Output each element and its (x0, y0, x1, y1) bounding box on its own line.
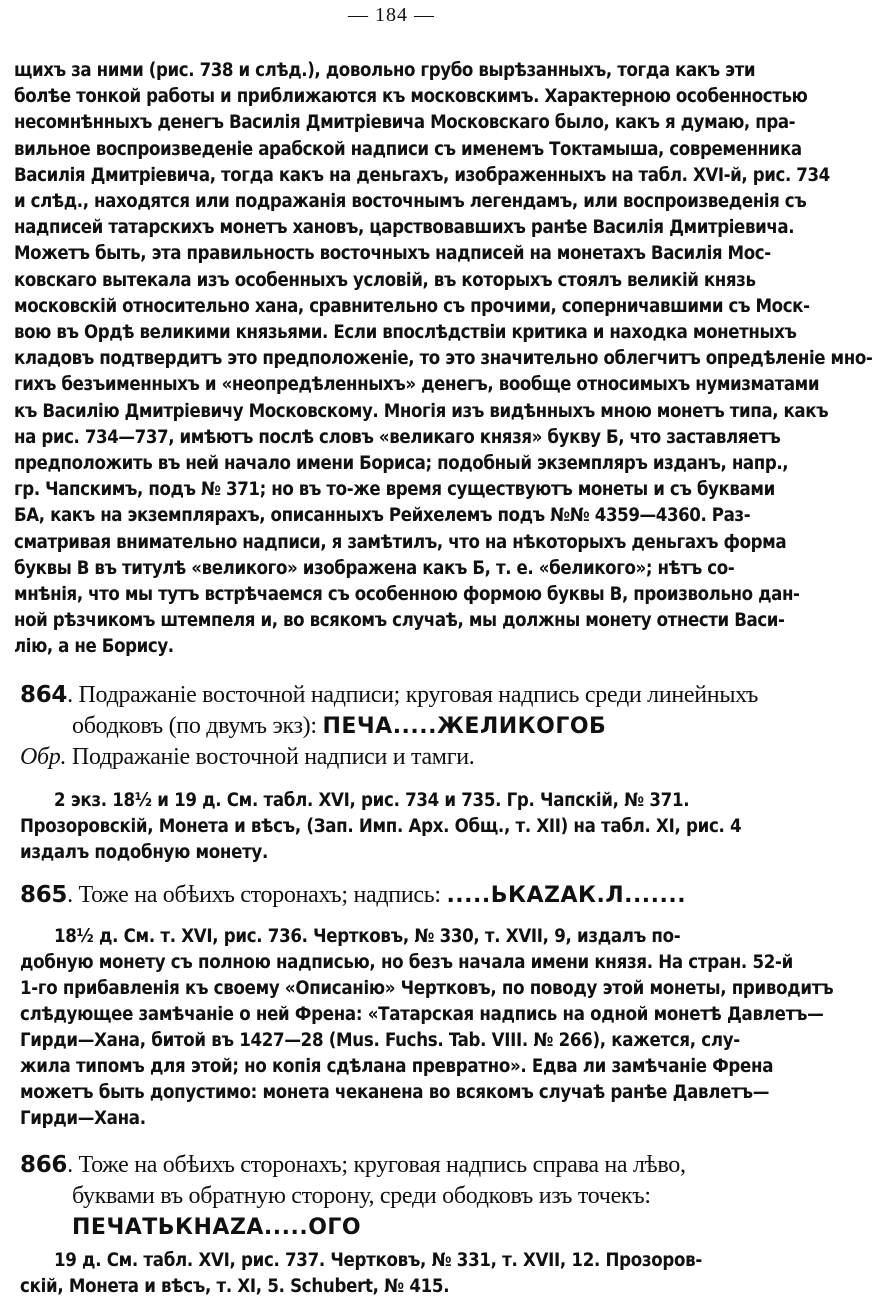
entry-866-heading (20, 1150, 770, 1243)
entry-864-note (20, 788, 772, 866)
text-line: и слѣд., находятся или подражанія восточнымъ легендамъ, или воспроизведенія съ (14, 191, 807, 213)
entry-865-inscription: .....ЬКАZАК.Л....... (446, 883, 687, 908)
entry-865-line1: . Тоже на обѣихъ сторонахъ; надпись: (67, 882, 441, 908)
text-line: Гирди—Хана, битой въ 1427—28 (Mus. Fuchs. Tab. VIII. № 266), кажется, слу- (20, 1030, 740, 1051)
entry-866-line2: буквами въ обратную сторону, среди ободковъ изъ точекъ: (72, 1183, 651, 1209)
text-line: мнѣнія, что мы тутъ встрѣчаемся съ особенною формою буквы В, произвольно дан- (14, 584, 800, 606)
text-line: надписей татарскихъ монетъ хановъ, царствовавшихъ ранѣе Василія Дмитріевича. (14, 217, 795, 239)
text-line: къ Василію Дмитріевичу Московскому. Многія изъ видѣнныхъ мною монетъ типа, какъ (14, 400, 829, 422)
text-line: слѣдующее замѣчаніе о ней Френа: «Татарская надпись на одной монетѣ Давлетъ— (20, 1004, 824, 1025)
text-line: гихъ безъименныхъ и «неопредѣленныхъ» денегъ, вообще относимыхъ нумизматами (14, 374, 820, 396)
entry-865-heading (20, 880, 770, 911)
text-line: издалъ подобную монету. (20, 842, 269, 863)
text-line: московскій относительно хана, сравнительно съ прочими, соперничавшими съ Моск- (14, 295, 810, 317)
text-line: жила типомъ для этой; но копія сдѣлана превратно». Едва ли замѣчаніе Френа (20, 1056, 774, 1077)
text-line: Василія Дмитріевича, тогда какъ на деньгахъ, изображенныхъ на табл. XVI-й, рис. 734 (14, 164, 830, 186)
entry-864-inscription: ПЕЧА.....ЖЕЛИКОГОБ (322, 714, 607, 739)
text-line: 2 экз. 18½ и 19 д. См. табл. XVI, рис. 734 и 735. Гр. Чапскій, № 371. (54, 790, 690, 811)
entry-866-inscription: ПЕЧАТЬКНАZА.....ОГО (72, 1215, 362, 1240)
text-line: 19 д. См. табл. XVI, рис. 737. Чертковъ, № 331, т. XVII, 12. Прозоров- (54, 1250, 702, 1271)
page-number: — 184 — (348, 4, 435, 26)
intro-paragraph (14, 58, 872, 661)
obverse-text: Подражаніе восточной надписи и тамги. (71, 744, 475, 770)
text-line: болѣе тонкой работы и приближаются къ московскимъ. Характерною особенностью (14, 86, 808, 108)
text-line: на рис. 734—737, имѣютъ послѣ словъ «великаго князя» букву Б, что заставляетъ (14, 426, 781, 448)
text-line: 18½ д. См. т. XVI, рис. 736. Чертковъ, № 330, т. XVII, 9, издалъ по- (54, 926, 681, 947)
text-line: добную монету съ полною надписью, но безъ начала имени князя. На стран. 52-й (20, 952, 793, 973)
obverse-label: Обр. (20, 744, 67, 770)
text-line: скій, Монета и вѣсъ, т. XI, 5. Schubert, № 415. (20, 1276, 450, 1297)
text-line: гр. Чапскимъ, подъ № 371; но въ то-же время существуютъ монеты и съ буквами (14, 479, 775, 501)
text-line: предположить въ ней начало имени Бориса; подобный экземпляръ изданъ, напр., (14, 453, 789, 475)
text-line: ковскаго вытекала изъ особенныхъ условій, въ которыхъ стоялъ великій князь (14, 269, 756, 291)
text-line: несомнѣнныхъ денегъ Василія Дмитріевича Московскаго было, какъ я думаю, пра- (14, 112, 796, 134)
entry-number: 864 (20, 682, 68, 708)
text-line: можетъ быть допустимо: монета чеканена во всякомъ случаѣ ранѣе Давлетъ— (20, 1082, 770, 1103)
text-line: БА, какъ на экземплярахъ, описанныхъ Рейхелемъ подъ №№ 4359—4360. Раз- (14, 505, 751, 527)
text-line: ной рѣзчикомъ штемпеля и, во всякомъ случаѣ, мы должны монету отнести Васи- (14, 610, 785, 632)
entry-number: 865 (20, 882, 68, 908)
text-line: Гирди—Хана. (20, 1108, 146, 1129)
text-line: вильное воспроизведеніе арабской надписи съ именемъ Токтамыша, современника (14, 138, 802, 160)
entry-864-heading (20, 680, 770, 773)
text-line: Можетъ быть, эта правильность восточныхъ надписей на монетахъ Василія Мос- (14, 243, 771, 265)
text-line: Прозоровскій, Монета и вѣсъ, (Зап. Имп. Арх. Общ., т. XII) на табл. XI, рис. 4 (20, 816, 742, 837)
entry-number: 866 (20, 1152, 68, 1178)
text-line: лію, а не Борису. (14, 636, 174, 658)
text-line: буквы В въ титулѣ «великого» изображена какъ Б, т. е. «беликого»; нѣтъ со- (14, 557, 735, 579)
text-line: вою въ Ордѣ великими князьями. Если впослѣдствіи критика и находка монетныхъ (14, 322, 797, 344)
text-line: 1-го прибавленія къ своему «Описанію» Чертковъ, по поводу этой монеты, приводитъ (20, 978, 834, 999)
entry-864-line2: ободковъ (по двумъ экз): (72, 713, 317, 739)
text-line: кладовъ подтвердитъ это предположеніе, то это значительно облегчитъ опредѣленіе мно- (14, 348, 872, 370)
entry-864-line1: . Подражаніе восточной надписи; круговая надпись среди линейныхъ (67, 682, 759, 708)
text-line: сматривая внимательно надписи, я замѣтилъ, что на нѣкоторыхъ деньгахъ форма (14, 531, 787, 553)
entry-866-note (20, 1248, 772, 1300)
entry-866-line1: . Тоже на обѣихъ сторонахъ; круговая надпись справа на лѣво, (67, 1152, 686, 1178)
text-line: щихъ за ними (рис. 738 и слѣд.), довольно грубо вырѣзанныхъ, тогда какъ эти (14, 60, 756, 81)
entry-865-note (20, 924, 834, 1132)
